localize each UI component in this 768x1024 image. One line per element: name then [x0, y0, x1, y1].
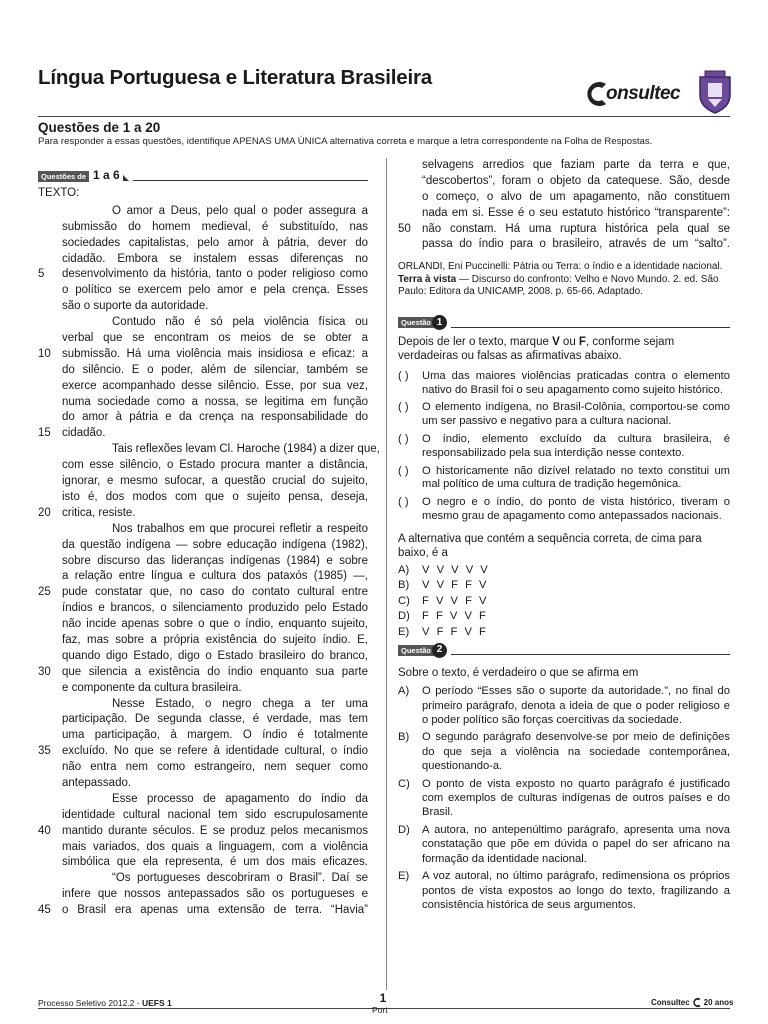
line-text: cidadão. Embora se instalem essas diferenças no [62, 252, 368, 265]
line-number [38, 410, 62, 426]
line-number [398, 190, 422, 206]
text-line [38, 633, 368, 649]
line-number [398, 237, 422, 253]
line-number [38, 855, 62, 871]
text-line [38, 554, 368, 570]
line-text: quando digo Estado, digo o Estado brasileiro do branco, [62, 649, 368, 662]
text-line [38, 760, 368, 776]
text-line [38, 395, 368, 411]
option-text: V V F F V [422, 579, 489, 592]
answer-option[interactable] [398, 869, 730, 912]
option-letter: D) [398, 610, 410, 623]
line-number: 45 [38, 904, 51, 917]
text-line [398, 237, 730, 253]
text-line [38, 840, 368, 856]
line-text: índios e brancos, o silenciamento produzido pelo Estado [62, 602, 368, 615]
footer-exam: UEFS 1 [141, 998, 172, 1008]
text-line [38, 379, 368, 395]
line-number: 30 [38, 665, 51, 678]
line-text: O amor a Deus, pelo qual o poder assegura a [112, 204, 368, 217]
option-letter: C) [398, 594, 410, 607]
text-line [38, 347, 368, 363]
option-letter: E) [398, 870, 410, 883]
line-text: passa do índio para o brasileiro, através de um “salto”. [422, 238, 730, 251]
text-line [38, 252, 368, 268]
item-text: O negro e o índio, do ponto de vista histórico, tiveram o mesmo grau de apagamento como antepassados nacionais. [422, 496, 730, 523]
line-number [38, 887, 62, 903]
line-number: 20 [38, 506, 51, 519]
text-line [398, 222, 730, 238]
line-text: sociedades capitalistas, pelo amor à pátria, dever do [62, 236, 368, 249]
item-text: Uma das maiores violências praticadas contra o elemento nativo do Brasil foi o seu apagamento como sujeito histórico. [422, 369, 730, 396]
true-false-item[interactable] [398, 401, 730, 429]
text-line [38, 236, 368, 252]
question-2-header [398, 642, 730, 658]
line-number [38, 633, 62, 649]
text-line [38, 474, 368, 490]
text-line [38, 315, 368, 331]
right-column [398, 158, 730, 915]
section-tag: Questões de [38, 171, 89, 182]
text-line [38, 426, 368, 442]
line-number [38, 522, 62, 538]
line-text: o começo, o alvo de um apagamento, não constituem [422, 190, 730, 203]
question-number: 1 [432, 315, 447, 330]
line-text: infere que nossos antepassados são os portugueses e [62, 888, 368, 901]
citation-line: ORLANDI, Eni Puccinelli: Pátria ou Terra: o índio e a identidade nacional. [398, 261, 723, 273]
true-false-item[interactable] [398, 465, 730, 493]
answer-option[interactable] [398, 609, 730, 625]
answer-blank[interactable]: ( ) [398, 369, 409, 382]
line-number [38, 649, 62, 665]
line-number [38, 331, 62, 347]
line-text: da questão indígena — sobre educação indígena (1982), [62, 538, 368, 551]
true-false-item[interactable] [398, 433, 730, 461]
text-line [398, 158, 730, 174]
line-number [38, 840, 62, 856]
text-label: TEXTO: [38, 187, 80, 199]
line-text: não incide apenas sobre o que o índio, enquanto sujeito, [62, 618, 368, 631]
line-text: não constam. Há uma ruptura histórica pela qual se [422, 222, 730, 235]
instructions: Para responder a essas questões, identifique APENAS UMA ÚNICA alternativa correta e marque a letra correspondente na Folha de Respostas. [38, 136, 653, 147]
line-text: pude constatar que, no caso do contato cultural entre [62, 586, 368, 599]
footer-brand-name: Consultec [651, 998, 690, 1007]
questions-title: Questões de 1 a 20 [38, 120, 161, 135]
citation-title: Terra à vista [398, 273, 457, 285]
text-line [398, 174, 730, 190]
triangle-icon [123, 175, 129, 181]
answer-option[interactable] [398, 684, 730, 727]
page-title: Língua Portuguesa e Literatura Brasileira [38, 66, 432, 89]
line-text: cidadão. [62, 427, 106, 440]
line-number [38, 490, 62, 506]
line-number [38, 538, 62, 554]
answer-blank[interactable]: ( ) [398, 464, 409, 477]
option-text: O período “Esses são o suporte da autoridade.”, no final do primeiro parágrafo, denota a ideia de que o poder religioso e o poder político são forças coercitivas da sociedade. [422, 685, 730, 727]
option-letter: B) [398, 731, 410, 744]
option-letter: C) [398, 777, 410, 790]
citation-rest: — Discurso do confronto: Velho e Novo Mundo. 2. ed. São Paulo: Editora da UNICAMP, 2008. p. 65-66. Adaptado. [398, 273, 719, 298]
option-letter: A) [398, 563, 410, 576]
line-text: “Os portugueses descobriram o Brasil”. Daí se [112, 872, 368, 885]
text-line [38, 649, 368, 665]
text-line [38, 855, 368, 871]
line-number [38, 617, 62, 633]
option-text: O segundo parágrafo desenvolve-se por meio de definições do que seja a violência na sociedade contemporânea, questionando-a. [422, 731, 730, 773]
line-number: 5 [38, 268, 45, 281]
text-line [38, 363, 368, 379]
citation [398, 261, 730, 299]
text-line [38, 299, 368, 315]
text-line [38, 267, 368, 283]
line-text: simbólica que ela representa, é um dos mais eficazes. [62, 856, 368, 869]
line-number [38, 299, 62, 315]
line-text: o político se exercem pelo amor e pela crença. Esses [62, 284, 368, 297]
answer-option[interactable] [398, 594, 730, 610]
prompt-f: F [578, 335, 586, 348]
line-text: não entra nem como estrangeiro, nem sequer como [62, 761, 368, 774]
text-line [38, 410, 368, 426]
text-line [38, 538, 368, 554]
line-text: excluído. No que se refere à identidade cultural, o índio [62, 745, 368, 758]
line-text: mais variados, dos quais a linguagem, com a violência [62, 840, 368, 853]
option-letter: B) [398, 579, 410, 592]
true-false-item[interactable] [398, 496, 730, 524]
option-letter: D) [398, 823, 410, 836]
column-divider [386, 158, 387, 990]
line-number: 10 [38, 347, 51, 360]
text-line [38, 903, 368, 919]
line-text: Tais reflexões levam Cl. Haroche (1984) a dizer que, [112, 443, 380, 456]
line-number: 15 [38, 427, 51, 440]
footer-left [38, 998, 172, 1008]
true-false-items [398, 370, 730, 524]
line-number [38, 283, 62, 299]
sequence-prompt: A alternativa que contém a sequência correta, de cima para baixo, é a [398, 532, 702, 560]
line-number [38, 442, 62, 458]
text-line [38, 458, 368, 474]
text-line [38, 601, 368, 617]
answer-option[interactable] [398, 563, 730, 579]
question-tag: Questão [398, 317, 434, 328]
line-number [38, 792, 62, 808]
item-text: O elemento indígena, no Brasil-Colônia, comportou-se como um ser passivo e negativo para a cultura nacional. [422, 401, 730, 428]
text-line [38, 204, 368, 220]
option-letter: E) [398, 625, 410, 638]
line-number [38, 569, 62, 585]
option-text: V F F V F [422, 625, 488, 638]
prompt-v: V [552, 335, 560, 348]
line-number: 40 [38, 824, 51, 837]
line-number [38, 474, 62, 490]
answer-option[interactable] [398, 823, 730, 866]
question-1-prompt [398, 335, 730, 364]
answer-option[interactable] [398, 578, 730, 594]
option-text: V V V V V [422, 563, 490, 576]
line-text: o Brasil era apenas uma extensão de terra. “Havia” [62, 904, 368, 917]
question-1-options [398, 563, 730, 641]
question-1-header [398, 315, 730, 331]
text-line [38, 522, 368, 538]
line-text: Esse processo de apagamento do índio da [112, 792, 368, 805]
question-rule [451, 327, 730, 328]
prompt-text: Depois de ler o texto, marque [398, 335, 553, 348]
line-text: Nesse Estado, o negro chega a ter uma [112, 697, 368, 710]
line-number: 35 [38, 745, 51, 758]
text-line [38, 442, 380, 458]
question-2-options [398, 684, 730, 912]
answer-blank[interactable]: ( ) [398, 401, 409, 414]
line-text: numa sociedade como a nossa, se legitima em função [62, 395, 368, 408]
header-rule [38, 116, 730, 117]
text-line [38, 808, 368, 824]
option-text: F V V F V [422, 594, 489, 607]
line-number [398, 206, 422, 222]
answer-blank[interactable]: ( ) [398, 496, 409, 509]
footer-brand [651, 997, 733, 1008]
section-header [38, 168, 368, 184]
option-letter: A) [398, 685, 410, 698]
text-line [38, 617, 368, 633]
line-number [38, 728, 62, 744]
text-line [38, 697, 368, 713]
text-line [398, 190, 730, 206]
line-text: do silêncio. E o poder, além de silenciar, também se [62, 363, 368, 376]
line-number [38, 379, 62, 395]
line-text: mantido durante séculos. E se produz pelos mecanismos [62, 824, 368, 837]
line-number [38, 315, 62, 331]
line-number [398, 158, 422, 174]
text-line [38, 712, 368, 728]
section-rule [133, 180, 368, 181]
text-line [38, 569, 368, 585]
page-number: 1 [379, 991, 387, 1005]
line-text: faz, mas sobre a própria existência do sujeito índio. E, [62, 633, 368, 646]
line-text: com esse silêncio, o Estado procura manter a distância, [62, 459, 368, 472]
line-number: 25 [38, 586, 51, 599]
line-text: a relação entre língua e cultura dos pataxós (1985) —, [62, 570, 368, 583]
line-number [38, 252, 62, 268]
text-line [38, 776, 368, 792]
line-number [398, 174, 422, 190]
line-text: ignorar, e mesmo sufocar, a questão crucial do sujeito, [62, 475, 368, 488]
question-2-prompt: Sobre o texto, é verdadeiro o que se afirma em [398, 667, 639, 680]
consultec-logo-text: onsultec [606, 83, 681, 104]
text-line [398, 206, 730, 222]
text-line [38, 506, 368, 522]
line-text: participação. De segunda classe, é verdade, mas tem [62, 713, 368, 726]
text-line [38, 744, 368, 760]
true-false-item[interactable] [398, 370, 730, 398]
text-line [38, 220, 368, 236]
line-number [38, 871, 62, 887]
text-line [38, 283, 368, 299]
line-text: sobre discurso das lideranças indígenas (1984) e sobre [62, 554, 368, 567]
text-line [38, 728, 368, 744]
text-line [38, 871, 368, 887]
section-range: 1 a 6 [93, 168, 120, 183]
line-text: desenvolvimento da história, tanto o poder religioso como [62, 268, 368, 281]
item-text: O índio, elemento excluído da cultura brasileira, é responsabilizado pela sua interdição nesse contexto. [422, 433, 730, 459]
line-text: nada em si. Esse é o seu estatuto histórico “transparente”: [422, 206, 730, 219]
text-line [38, 887, 368, 903]
line-text: Nos trabalhos em que procurei refletir a respeito [112, 522, 368, 535]
line-number [38, 236, 62, 252]
reading-text-continued [398, 158, 730, 253]
text-line [38, 331, 368, 347]
reading-text [38, 204, 380, 919]
line-number [38, 363, 62, 379]
text-line [38, 665, 368, 681]
answer-option[interactable] [398, 777, 730, 820]
text-line [38, 792, 368, 808]
prompt-text: ou [559, 335, 579, 348]
line-text: isto é, dos modos com que o sujeito pensa, deseja, [62, 490, 368, 503]
line-text: e componente da cultura brasileira. [62, 681, 242, 694]
line-text: uma participação, à margem. O índio é totalmente [62, 729, 368, 742]
option-text: A autora, no antepenúltimo parágrafo, apresenta uma nova constatação que põe em dúvida o papel do ser africano na formação da identidade nacional. [422, 823, 730, 865]
text-line [38, 490, 368, 506]
line-text: Contudo não é só pela violência física ou [112, 316, 368, 329]
line-text: que silencia a existência do índio enquanto sua parte [62, 665, 368, 678]
line-number [38, 776, 62, 792]
question-rule [451, 654, 730, 655]
line-number [38, 808, 62, 824]
line-text: do amor à pátria e da crença na responsabilidade do [62, 411, 368, 424]
line-text: verbal que se encontram os meios de se obter a [62, 332, 368, 345]
line-text: critica, resiste. [62, 506, 136, 519]
line-number [38, 554, 62, 570]
item-text: O historicamente não dizível relatado no texto constitui um mal político de uma cultura de tradição hegemônica. [422, 464, 730, 491]
text-line [38, 681, 368, 697]
line-number [38, 395, 62, 411]
footer-process: Processo Seletivo 2012.2 - [38, 998, 142, 1008]
line-number [38, 220, 62, 236]
page-subject: Port [372, 1005, 388, 1015]
left-column [38, 168, 380, 919]
option-text: A voz autoral, no último parágrafo, redimensiona os próprios pontos de vista expostos ao longo do texto, fragilizando a consistência histórica de seus argumentos. [422, 870, 730, 911]
line-number [38, 204, 62, 220]
text-line [38, 585, 368, 601]
line-number [38, 458, 62, 474]
footer-brand-years: 20 anos [703, 998, 734, 1007]
option-text: F F V V F [422, 610, 488, 623]
line-text: identidade cultural nacional tem sido escrupulosamente [62, 808, 368, 821]
question-number: 2 [432, 643, 447, 658]
text-line [38, 824, 368, 840]
option-text: O ponto de vista exposto no quarto parágrafo é justificado com exemplos de culturas indígenas de outros países e do Brasil. [422, 777, 730, 819]
answer-blank[interactable]: ( ) [398, 433, 409, 446]
university-crest-icon [697, 69, 733, 114]
line-text: antepassado. [62, 776, 132, 789]
line-number [38, 712, 62, 728]
line-text: submissão do homem medieval, é substituído, nas [62, 220, 368, 233]
line-text: “descobertos”, foram o objeto da catequese. São, desde [422, 174, 730, 187]
line-number: 50 [398, 222, 411, 235]
consultec-small-logo-icon [692, 997, 702, 1008]
line-number [38, 601, 62, 617]
answer-option[interactable] [398, 625, 730, 641]
line-number [38, 681, 62, 697]
prompt-text: , conforme sejam verdadeiras ou falsas as afirmativas abaixo. [398, 335, 675, 363]
answer-option[interactable] [398, 730, 730, 773]
line-text: selvagens arredios que faziam parte da terra e que, [422, 159, 730, 171]
question-tag: Questão [398, 645, 434, 656]
line-text: submissão. Há uma violência mais insidiosa e eficaz: a [62, 347, 368, 360]
line-text: são o suporte da autoridade. [62, 300, 209, 313]
line-number [38, 760, 62, 776]
line-number [38, 697, 62, 713]
line-text: exerce acompanhado desse silêncio. Esse, por sua vez, [62, 379, 368, 392]
